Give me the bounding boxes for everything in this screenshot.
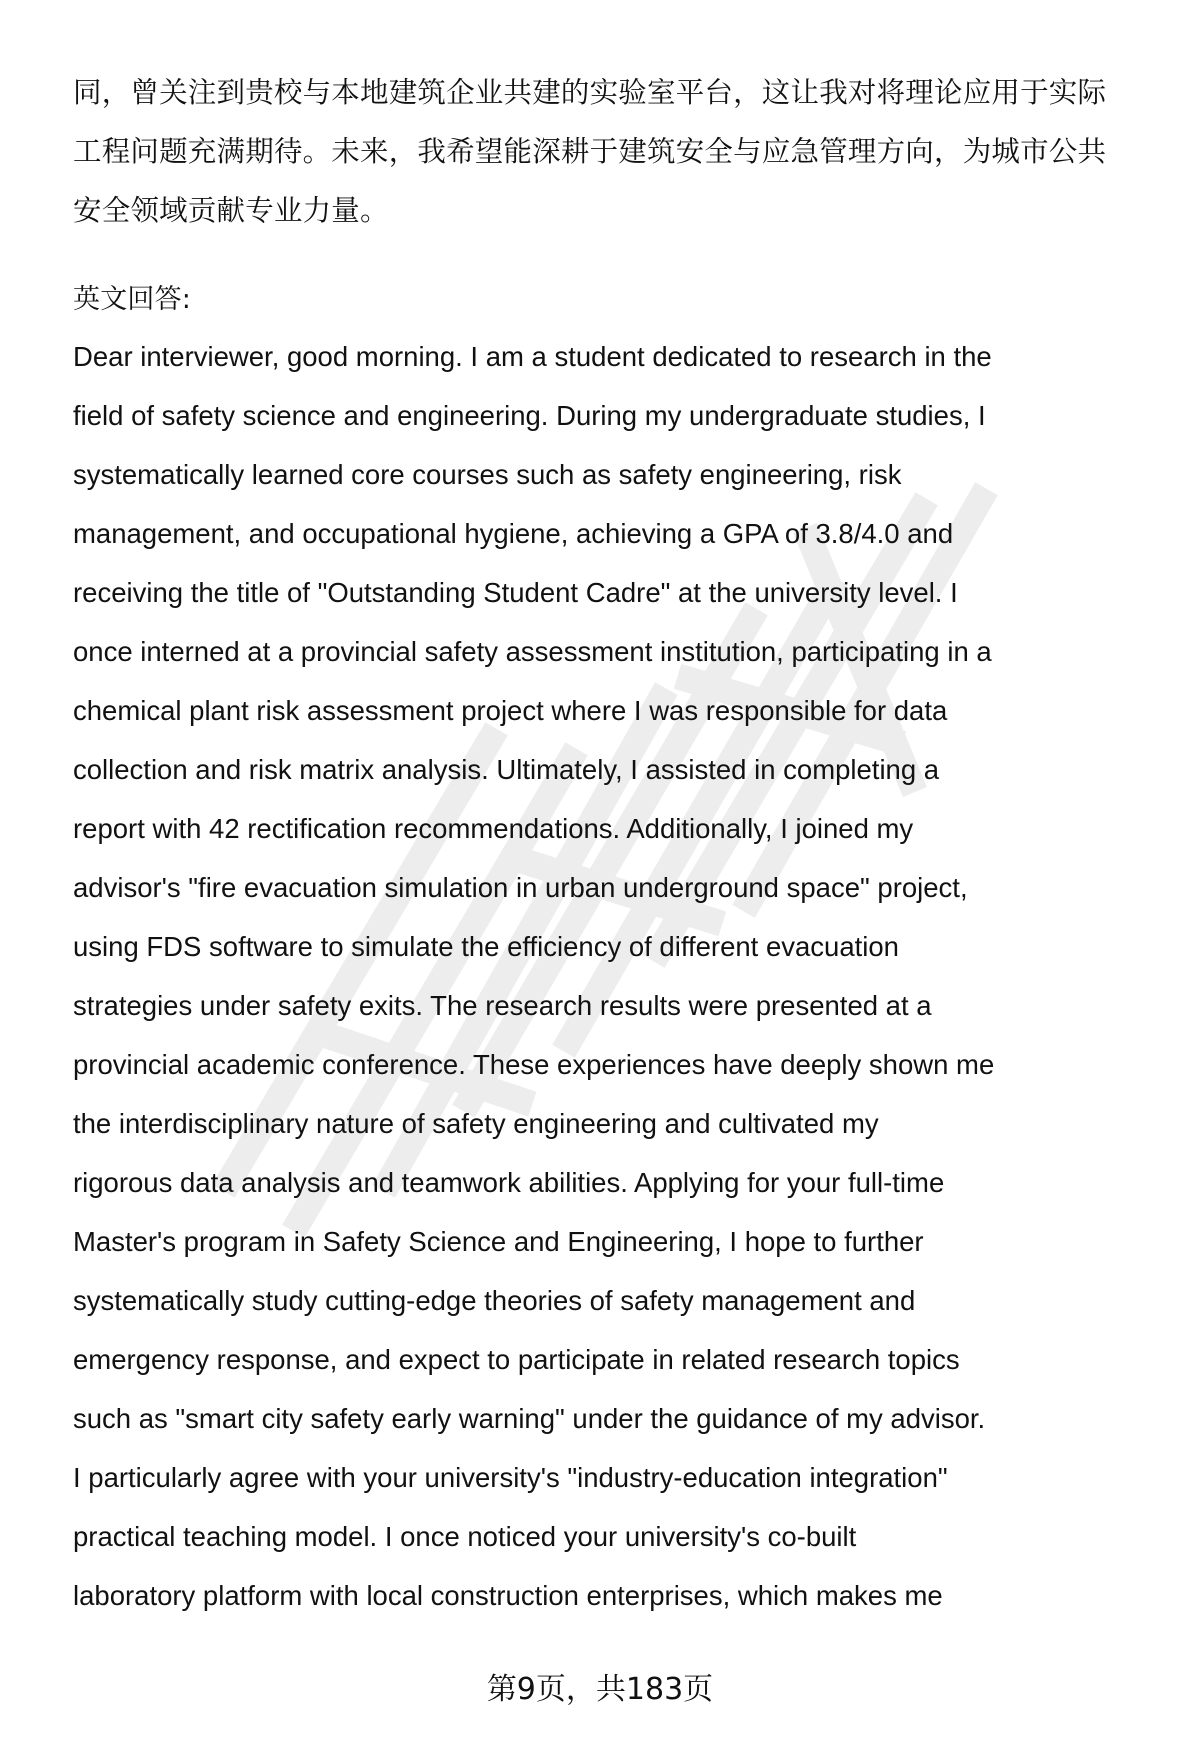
english-paragraph-line: management, and occupational hygiene, achieving a GPA of 3.8/4.0 and bbox=[73, 518, 954, 549]
english-paragraph-line: practical teaching model. I once noticed your university's co-built bbox=[73, 1521, 857, 1552]
page-number-footer: 第9页，共183页 bbox=[486, 1672, 714, 1707]
english-paragraph-line: emergency response, and expect to participate in related research topics bbox=[73, 1344, 960, 1375]
english-paragraph-line: once interned at a provincial safety assessment institution, participating in a bbox=[73, 636, 992, 667]
english-paragraph-line: Dear interviewer, good morning. I am a student dedicated to research in the bbox=[73, 341, 992, 372]
english-paragraph-line: collection and risk matrix analysis. Ultimately, I assisted in completing a bbox=[73, 754, 940, 785]
english-paragraph-line: the interdisciplinary nature of safety engineering and cultivated my bbox=[73, 1108, 879, 1139]
english-paragraph-line: provincial academic conference. These experiences have deeply shown me bbox=[73, 1049, 995, 1080]
english-paragraph-line: receiving the title of "Outstanding Student Cadre" at the university level. I bbox=[73, 577, 958, 608]
english-paragraph-line: rigorous data analysis and teamwork abilities. Applying for your full-time bbox=[73, 1167, 945, 1198]
english-paragraph-line: I particularly agree with your university's "industry-education integration" bbox=[73, 1462, 948, 1493]
english-paragraph-line: strategies under safety exits. The research results were presented at a bbox=[73, 990, 932, 1021]
english-paragraph-line: laboratory platform with local construction enterprises, which makes me bbox=[73, 1580, 943, 1611]
chinese-paragraph-line: 工程问题充满期待。未来，我希望能深耕于建筑安全与应急管理方向，为城市公共 bbox=[73, 135, 1107, 168]
english-answer-label: 英文回答: bbox=[73, 284, 192, 315]
english-paragraph-line: advisor's "fire evacuation simulation in urban underground space" project, bbox=[73, 872, 968, 903]
chinese-paragraph-line: 同，曾关注到贵校与本地建筑企业共建的实验室平台，这让我对将理论应用于实际 bbox=[73, 76, 1107, 109]
english-paragraph-line: using FDS software to simulate the efficiency of different evacuation bbox=[73, 931, 899, 962]
chinese-paragraph-line: 安全领域贡献专业力量。 bbox=[73, 194, 389, 227]
english-paragraph-line: systematically learned core courses such as safety engineering, risk bbox=[73, 459, 902, 490]
english-paragraph-line: chemical plant risk assessment project where I was responsible for data bbox=[73, 695, 948, 726]
english-paragraph-line: report with 42 rectification recommendations. Additionally, I joined my bbox=[73, 813, 914, 844]
english-paragraph-line: Master's program in Safety Science and Engineering, I hope to further bbox=[73, 1226, 924, 1257]
english-paragraph-line: systematically study cutting-edge theories of safety management and bbox=[73, 1285, 916, 1316]
english-paragraph-line: such as "smart city safety early warning" under the guidance of my advisor. bbox=[73, 1403, 986, 1434]
english-paragraph-line: field of safety science and engineering. During my undergraduate studies, I bbox=[73, 400, 986, 431]
